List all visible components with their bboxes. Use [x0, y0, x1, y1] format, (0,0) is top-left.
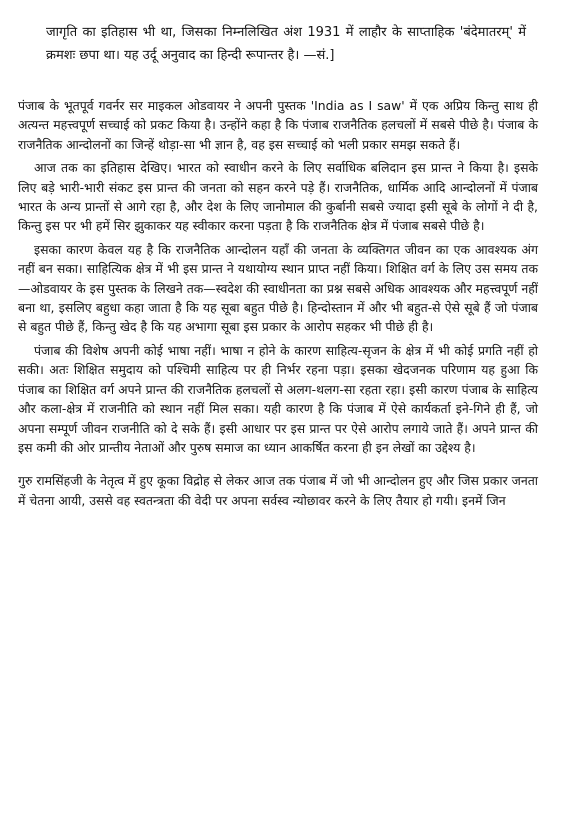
paragraph: आज तक का इतिहास देखिए। भारत को स्वाधीन करने के लिए सर्वाधिक बलिदान इस प्रान्त ने किया है। इसके लिए बड़े भारी-भारी संकट इस प्रान्त की जनता को सहन करने पड़े हैं। राजनैतिक, धार्मिक आदि आन्दोलनों में पंजाब भारत के अन्य प्रान्तों से आगे रहा है, और देश के लिए जानोमाल की कुर्बानी सबसे ज्यादा इसी सूबे के लोगों ने दी है, किन्तु इस पर भी हमें सिर झुकाकर यह स्वीकार करना पड़ता है कि राजनैतिक क्षेत्र में पंजाब सबसे पीछे है। — [18, 160, 538, 234]
paragraph: पंजाब की विशेष अपनी कोई भाषा नहीं। भाषा न होने के कारण साहित्य-सृजन के क्षेत्र में भी कोई प्रगति नहीं हो सकी। अतः शिक्षित समुदाय को पश्चिमी साहित्य पर ही निर्भर रहना पड़ा। इसका खेदजनक परिणाम यह हुआ कि पंजाब का शिक्षित वर्ग अपने प्रान्त की राजनैतिक हलचलों से अलग-थलग-सा रहता रहा। इसी कारण पंजाब के साहित्य और कला-क्षेत्र में राजनीति को स्थान नहीं मिल सका। यही कारण है कि पंजाब में ऐसे कार्यकर्ता इने-गिने ही हैं, जो अपना सम्पूर्ण जीवन राजनीति को दे सके हैं। इसी आधार पर इस प्रान्त पर ऐसे आरोप लगाये जाते हैं। अपने प्रान्त की इस कमी की ओर प्रान्तीय नेताओं और पुरुष समाज का ध्यान आकर्षित करना ही इन लेखों का उद्देश्य है। — [18, 342, 538, 455]
paragraph: इसका कारण केवल यह है कि राजनैतिक आन्दोलन यहाँ की जनता के व्यक्तिगत जीवन का एक आवश्यक अंग नहीं बन सका। साहित्यिक क्षेत्र में भी इस प्रान्त ने यथायोग्य स्थान प्राप्त नहीं किया। शिक्षित वर्ग के लिए उस समय तक—ओडवायर के इस पुस्तक के लिखने तक—स्वदेश की स्वाधीनता का प्रश्न सबसे अधिक आवश्यक और महत्त्वपूर्ण नहीं बना था, इसलिए बहुधा कहा जाता है कि यह सूबा बहुत पीछे है। हिन्दोस्तान में और भी बहुत-से ऐसे सूबे हैं जो पंजाब से बहुत पीछे हैं, किन्तु खेद है कि यह अभागा सूबा इस प्रकार के आरोप सहकर भी पीछे ही है। — [18, 241, 538, 335]
editor-note: जागृति का इतिहास भी था, जिसका निम्नलिखित अंश 1931 में लाहौर के साप्ताहिक 'बंदेमातरम्' में क्रमशः छपा था। यह उर्दू अनुवाद का हिन्दी रूपान्तर है। —सं.] — [46, 25, 526, 63]
paragraph: गुरु रामसिंहजी के नेतृत्व में हुए कूका विद्रोह से लेकर आज तक पंजाब में जो भी आन्दोलन हुए और जिस प्रकार जनता में चेतना आयी, उससे वह स्वतन्त्रता की वेदी पर अपना सर्वस्व न्योछावर करने के लिए तैयार हो गयी। इनमें जिन — [18, 473, 538, 508]
article-body — [18, 96, 538, 514]
paragraph: पंजाब के भूतपूर्व गवर्नर सर माइकल ओडवायर ने अपनी पुस्तक 'India as I saw' में एक अप्रिय किन्तु साथ ही अत्यन्त महत्त्वपूर्ण सच्चाई को प्रकट किया है। उन्होंने कहा है कि पंजाब राजनैतिक हलचलों में सबसे पीछे है। पंजाब के राजनैतिक आन्दोलनों का जिन्हें थोड़ा-सा भी ज्ञान है, वह इस सच्चाई को भली प्रकार समझ सकते हैं। — [18, 98, 538, 152]
